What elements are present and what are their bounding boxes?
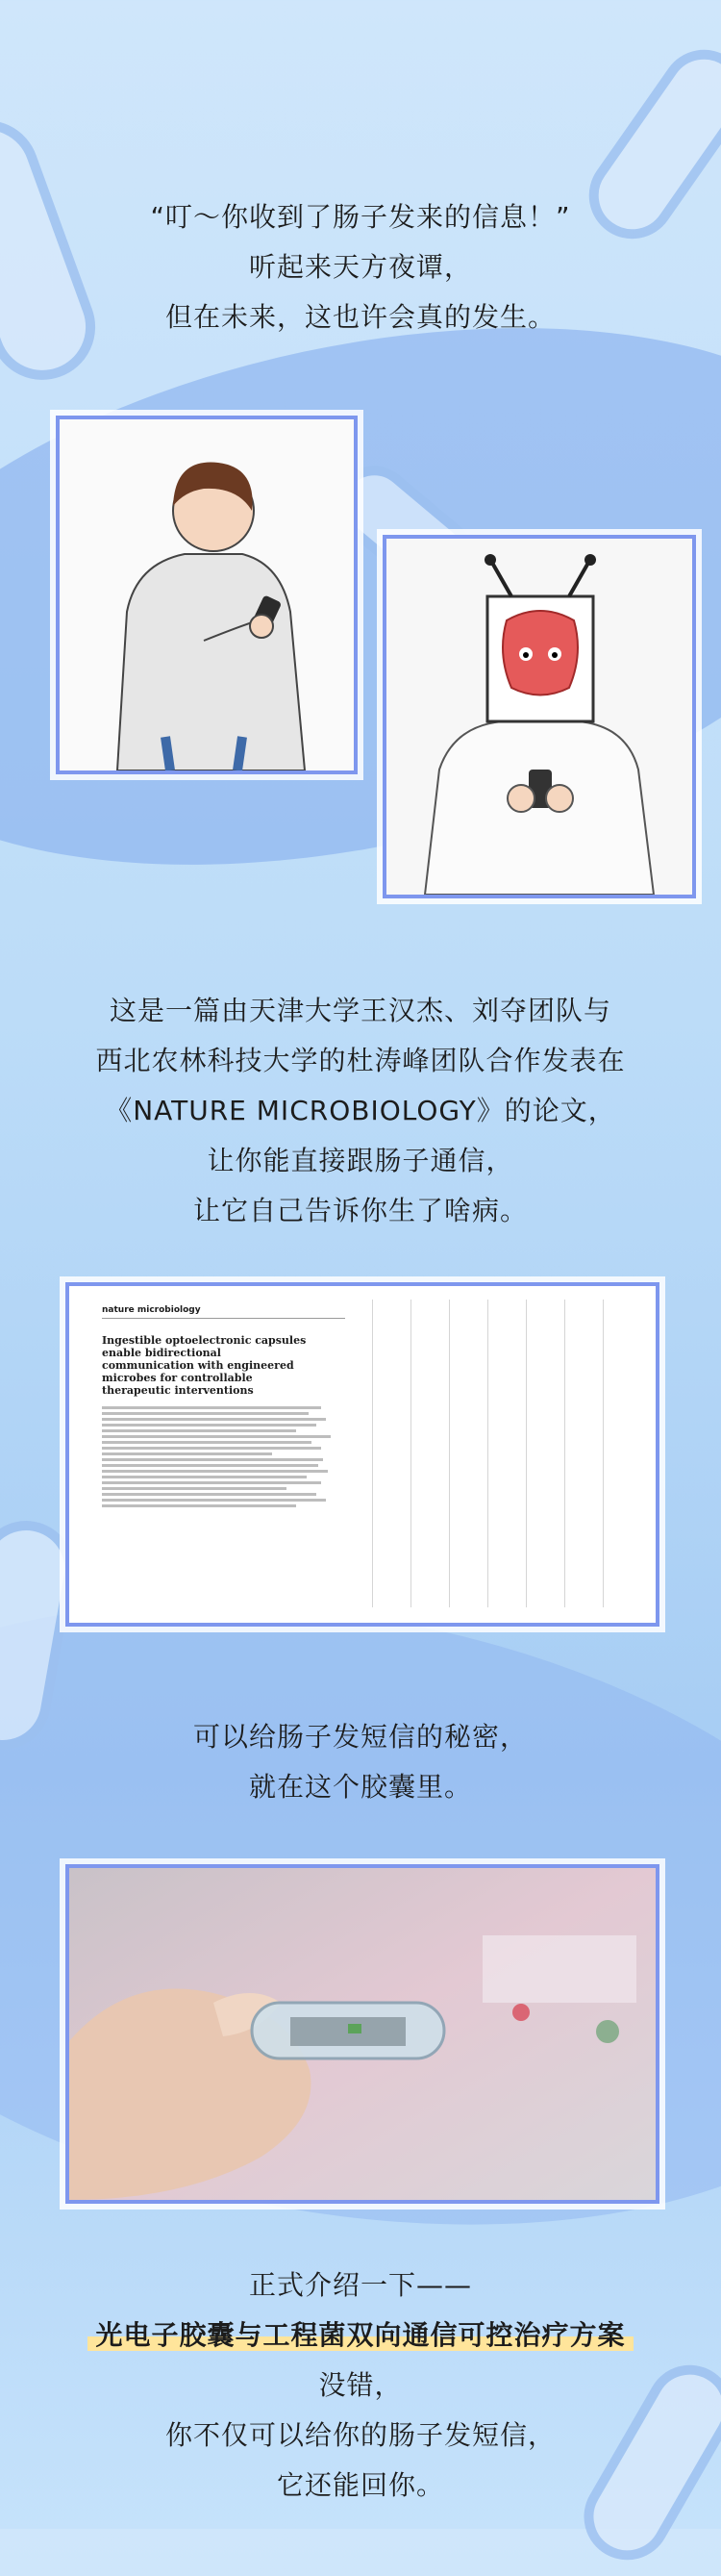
capsule-intro-line: 就在这个胶囊里。: [248, 1771, 472, 1803]
capsule-intro-text: [0, 1712, 721, 1812]
paper-page: [564, 1300, 594, 1607]
paper-page: [449, 1300, 479, 1607]
paper-body-text: [102, 1406, 345, 1507]
paper-page: [603, 1300, 633, 1607]
outro-text: [0, 2260, 721, 2511]
capsule-photo: [65, 1864, 659, 2204]
paper-intro-line: 让它自己告诉你生了啥病。: [192, 1195, 528, 1226]
paper-intro-line: 让你能直接跟肠子通信，: [207, 1145, 514, 1176]
illustration-man-with-phone: [56, 416, 358, 774]
paper-page: [372, 1300, 402, 1607]
illustration-gut-character: [383, 535, 696, 898]
paper-page: [410, 1300, 440, 1607]
paper-intro-line: 西北农林科技大学的杜涛峰团队合作发表在: [95, 1045, 626, 1076]
paper-intro-line: 《NATURE MICROBIOLOGY》的论文，: [105, 1095, 616, 1126]
highlighted-title: 光电子胶囊与工程菌双向通信可控治疗方案: [87, 2319, 633, 2351]
outro-line-1: 正式介绍一下——: [248, 2269, 472, 2301]
paper-screenshot: [65, 1282, 659, 1627]
outro-line-4: 你不仅可以给你的肠子发短信，: [164, 2419, 556, 2451]
paper-first-page: [87, 1296, 360, 1613]
capsule-intro-line: 可以给肠子发短信的秘密，: [192, 1721, 528, 1753]
paper-page: [487, 1300, 517, 1607]
intro-line: “叮～你收到了肠子发来的信息！”: [150, 201, 571, 233]
paper-title: Ingestible optoelectronic capsules enable bidirectional communication with engineered microbes for controllable therapeutic interventions: [102, 1334, 307, 1397]
outro-highlight-row: [0, 2311, 721, 2361]
journal-name: nature microbiology: [102, 1305, 345, 1319]
paper-page: [526, 1300, 556, 1607]
intro-line: 听起来天方夜谭，: [248, 251, 472, 283]
intro-text: [0, 192, 721, 342]
outro-line-5: 它还能回你。: [276, 2469, 444, 2501]
paper-intro-line: 这是一篇由天津大学王汉杰、刘夺团队与: [109, 995, 611, 1026]
intro-line: 但在未来，这也许会真的发生。: [164, 301, 556, 333]
paper-intro-text: [0, 986, 721, 1236]
outro-line-3: 没错，: [318, 2369, 403, 2401]
